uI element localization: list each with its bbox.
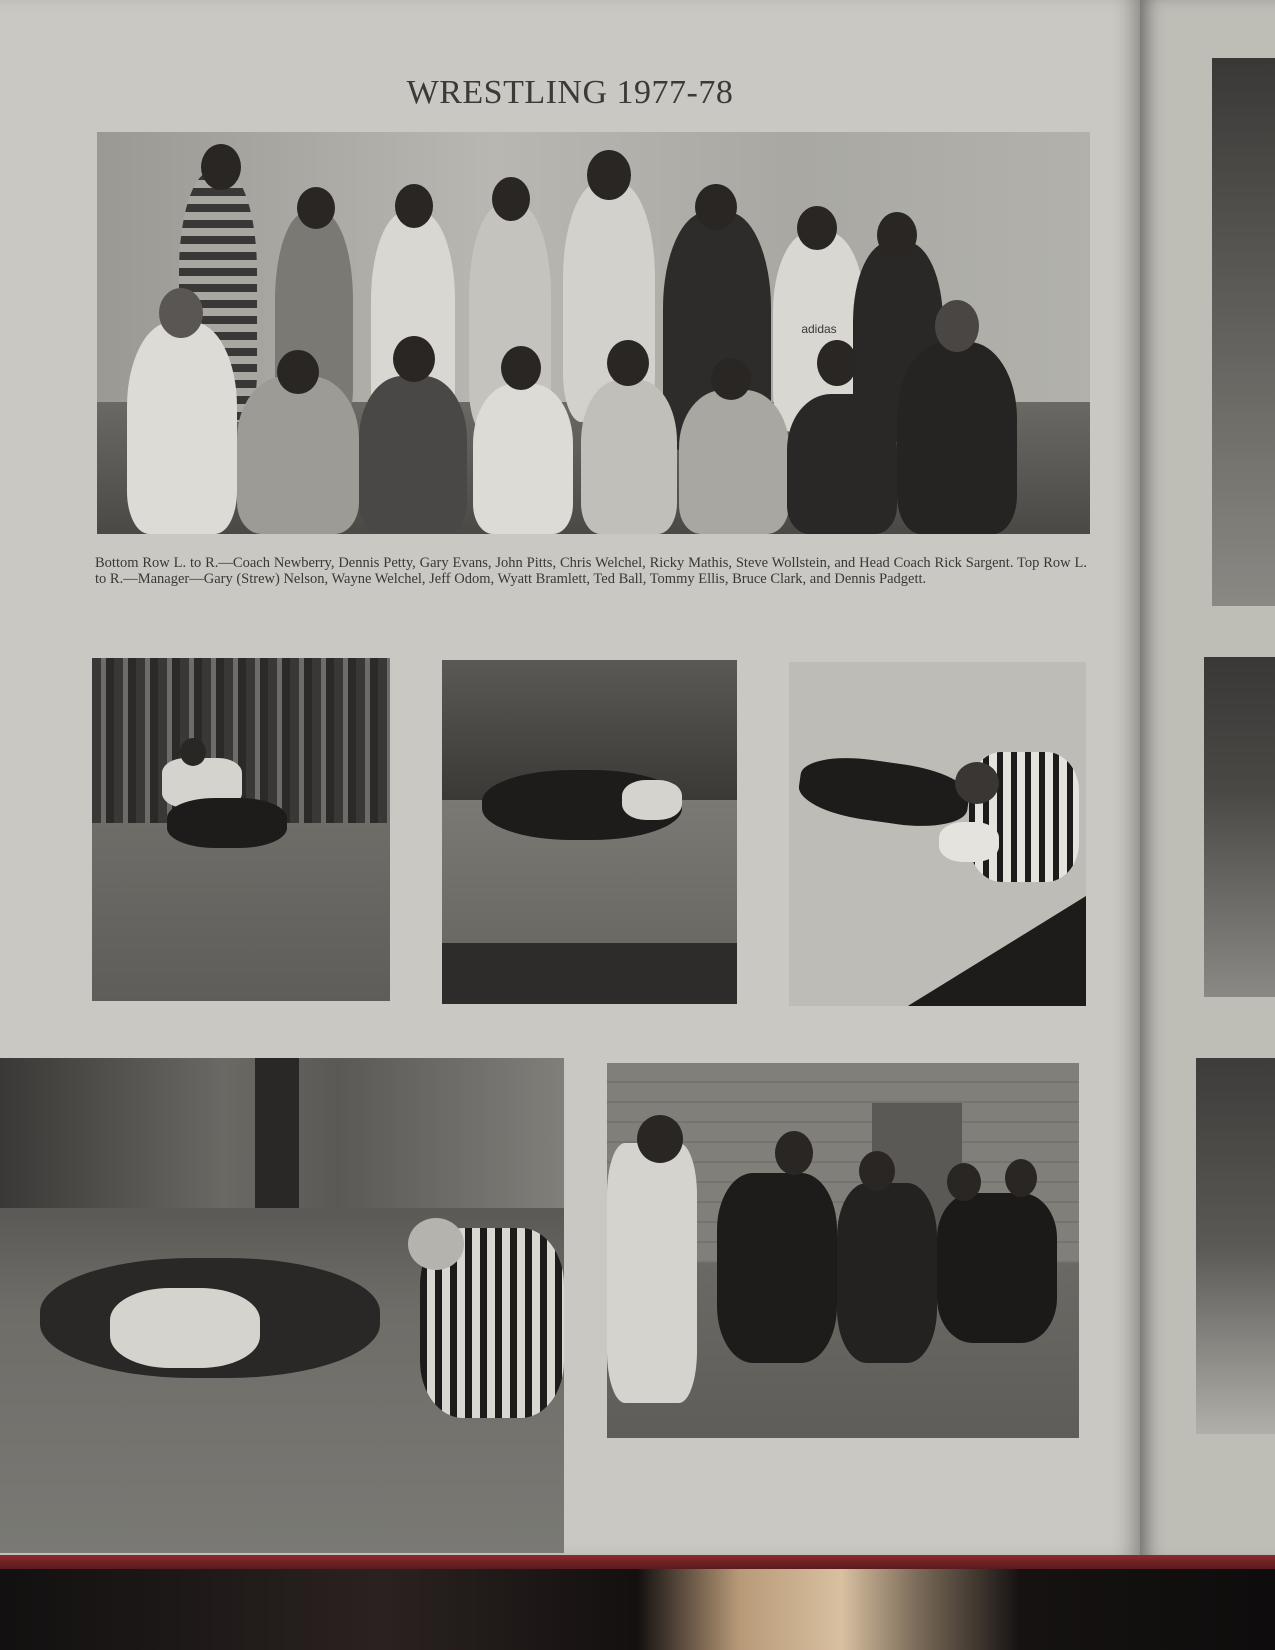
page-title: WRESTLING 1977-78 [406,74,734,111]
facing-page-edge [1140,0,1275,1560]
action-photo-3 [789,662,1086,1006]
book-binding [0,1555,1275,1569]
action-photo-1 [92,658,390,1001]
facing-page-photo-1 [1212,58,1275,606]
adidas-shirt-text: adidas [801,322,837,336]
facing-page-photo-3 [1196,1058,1275,1434]
background-surface [0,1569,1275,1650]
action-photo-5 [607,1063,1079,1438]
team-photo [97,132,1090,534]
facing-page-photo-2 [1204,657,1275,997]
action-photo-2 [442,660,737,1004]
team-photo-caption: Bottom Row L. to R.—Coach Newberry, Dennis Petty, Gary Evans, John Pitts, Chris Welchel, Ricky Mathis, Steve Wollstein, and Head Coach Rick Sargent. Top Row L. to R.—Manager—Gary (Strew) Nelson, Wayne Welchel, Jeff Odom, Wyatt Bramlett, Ted Ball, Tommy Ellis, Bruce Clark, and Dennis Padgett. [95,555,1087,587]
action-photo-4 [0,1058,564,1553]
